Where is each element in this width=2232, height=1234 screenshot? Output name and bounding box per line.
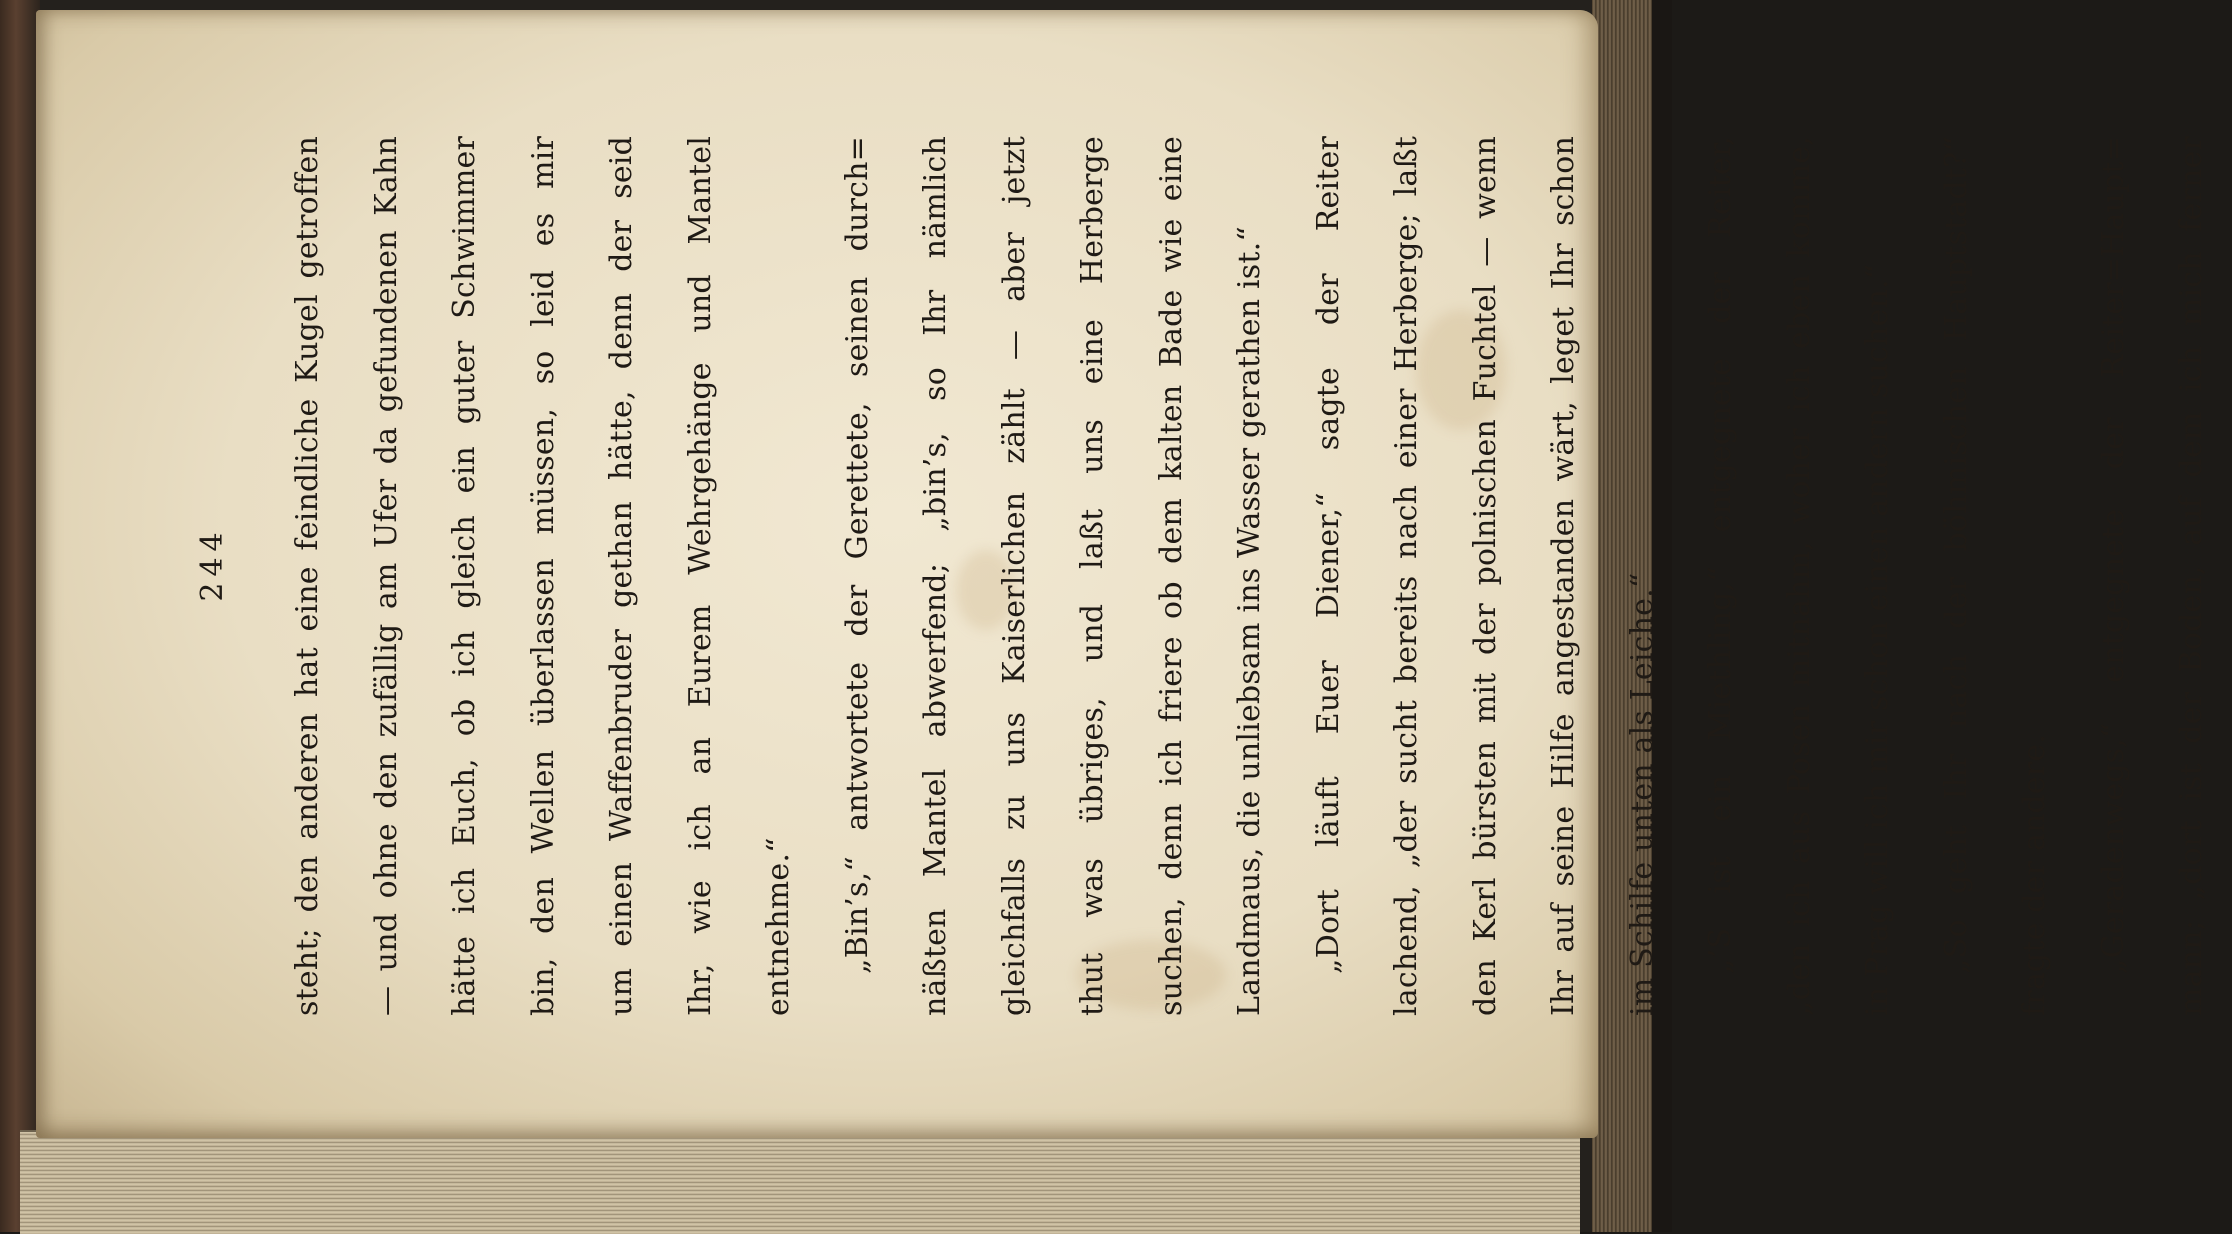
page-number: 244 bbox=[195, 526, 230, 602]
text-line: den Kerl bürsten mit der polnischen Fuchtel — wenn bbox=[1467, 136, 1503, 1016]
text-line: — und ohne den zufällig am Ufer da gefundenen Kahn bbox=[368, 136, 404, 1016]
text-line: gleichfalls zu uns Kaiserlichen zählt — aber jetzt bbox=[996, 136, 1032, 1016]
text-line: mann; „dort ist der Boden, auf dem ich mich ferner bbox=[2174, 136, 2209, 1016]
text-line: thut was übriges, und laßt uns eine Herberge bbox=[1075, 136, 1110, 1016]
text-line: in Prag will ich mir schon einen andern suchen.“ bbox=[1860, 263, 1895, 1016]
text-line: „’S ist ein Miethling,“ entgegnete der Reiter, bbox=[1703, 136, 1738, 974]
text-line: „Geradenwegs,“ entgegnete der Reiter=Haupt= bbox=[2095, 136, 2131, 974]
text-line: „Bin’s,“ antwortete der Gerettete, seinen durch= bbox=[839, 136, 875, 974]
text-line: suchen, denn ich friere ob dem kalten Bade wie eine bbox=[1153, 136, 1189, 1016]
text-line: um einen Waffenbruder gethan hätte, denn der seid bbox=[604, 136, 639, 1016]
text-line: entnehme.“ bbox=[761, 837, 796, 1016]
text-line: Landmaus, die unliebsam ins Wasser gerathen ist.“ bbox=[1232, 226, 1267, 1016]
text-line: bin, den Wellen überlassen müssen, so leid es mir bbox=[525, 136, 561, 1016]
rotated-page-text bbox=[191, 48, 2209, 1080]
book-spine bbox=[0, 0, 40, 1232]
text-line: im Schilfe unten als Leiche.“ bbox=[1624, 572, 1660, 1016]
text-line: lachend, „der sucht bereits nach einer Herberge; laßt bbox=[1389, 136, 1424, 1016]
text-line: Ihr, wie ich an Eurem Wehrgehänge und Mantel bbox=[682, 136, 718, 1016]
body-text bbox=[269, 136, 2232, 1016]
text-line: steht; den anderen hat eine feindliche Kugel getroffen bbox=[290, 136, 325, 1016]
text-line: näßten Mantel abwerfend; „bin’s, so Ihr nämlich bbox=[918, 136, 953, 1016]
text-line: fragte der andere. bbox=[2017, 733, 2052, 1016]
page-stack-edge bbox=[20, 1130, 1580, 1234]
text-line: „So geht Ihr nach der böhmischen Hauptstadt?“ bbox=[1938, 136, 1974, 974]
text-line: „Dort läuft Euer Diener,“ sagte der Reiter bbox=[1310, 136, 1346, 974]
text-line: hätte ich Euch, ob ich gleich ein guter Schwimmer bbox=[447, 136, 482, 1016]
text-line: Ihr auf seine Hilfe angestanden wärt, leget Ihr schon bbox=[1546, 136, 1581, 1016]
text-line: „den ich aus Posen mitnahm, woher ich eben komme, bbox=[1781, 136, 1817, 1016]
